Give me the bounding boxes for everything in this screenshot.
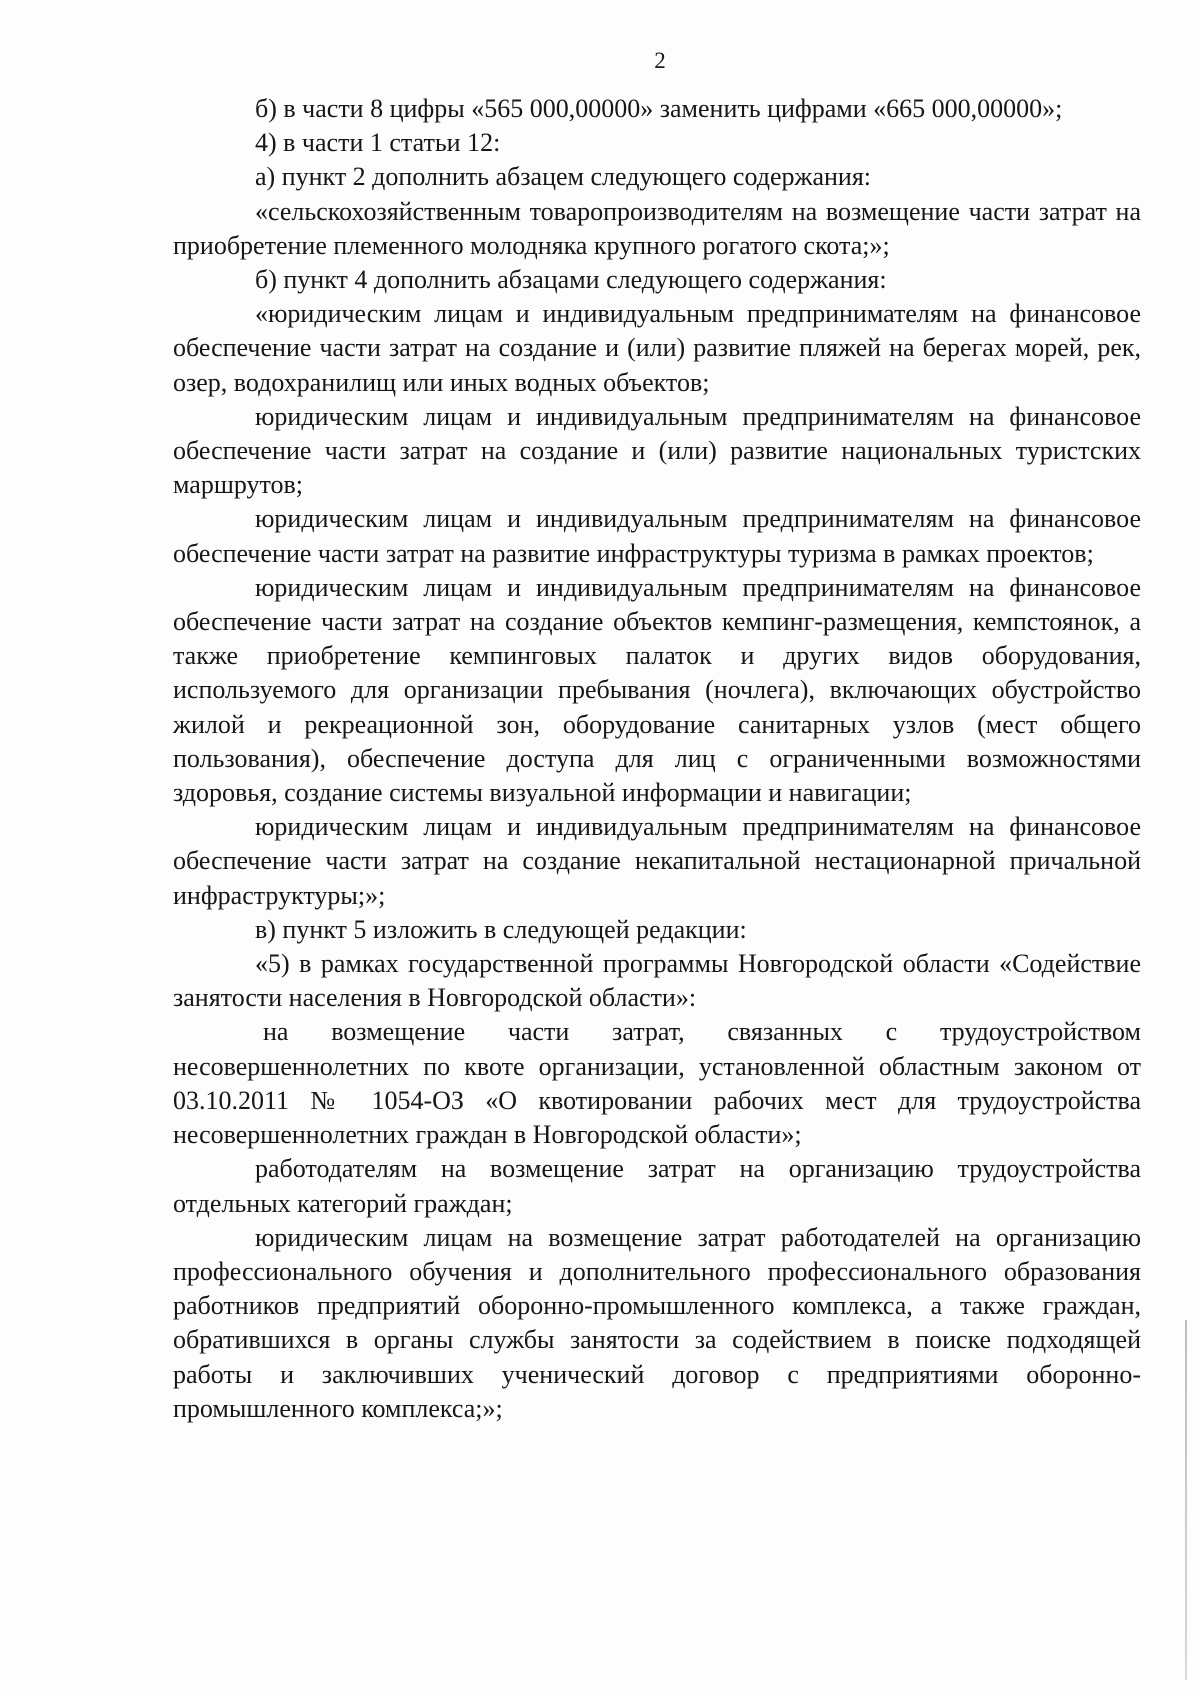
page-number: 2 (654, 48, 666, 73)
paragraph-13: на возмещение части затрат, связанных с трудоустройством несовершеннолетних по квоте организации, установленной областным законом от 03.10.2011 № 1054-ОЗ «О квотировании рабочих мест для трудоустройства несовершеннолетних граждан в Новгородской области»; (173, 1017, 1141, 1150)
paragraph-6: «юридическим лицам и индивидуальным предпринимателям на финансовое обеспечение части затрат на создание и (или) развитие пляжей на берегах морей, рек, озер, водохранилищ или иных водных объектов; (173, 299, 1141, 397)
paragraph-4: «сельскохозяйственным товаропроизводителям на возмещение части затрат на приобретение племенного молодняка крупного рогатого скота;»; (173, 196, 1141, 260)
paragraph-7: юридическим лицам и индивидуальным предпринимателям на финансовое обеспечение части затрат на создание и (или) развитие национальных туристских маршрутов; (173, 401, 1141, 500)
paragraph-3: а) пункт 2 дополнить абзацем следующего содержания: (255, 162, 872, 192)
paragraph-15: юридическим лицам на возмещение затрат работодателей на организацию профессионального обучения и дополнительного профессионального образования работников предприятий оборонно-промышленного комплекса, а также граждан, обратившихся в органы службы занятости за содействием в поиске подходящей работы и заключивших ученический договор с предприятиями оборонно-промышленного комплекса;»; (173, 1222, 1141, 1423)
paragraph-12: «5) в рамках государственной программы Новгородской области «Содействие занятости населения в Новгородской области»: (173, 949, 1141, 1013)
paragraph-10: юридическим лицам и индивидуальным предпринимателям на финансовое обеспечение части затрат на создание некапитальной нестационарной причальной инфраструктуры;»; (173, 812, 1141, 910)
paragraph-1: б) в части 8 цифры «565 000,00000» заменить цифрами «665 000,00000»; (255, 94, 1063, 123)
paragraph-5: б) пункт 4 дополнить абзацами следующего содержания: (255, 265, 887, 295)
paragraph-9: юридическим лицам и индивидуальным предпринимателям на финансовое обеспечение части затрат на создание объектов кемпинг-размещения, кемпстоянок, а также приобретение кемпинговых палаток и других видов оборудования, используемого для организации пребывания (ночлега), включающих обустройство жилой и рекреационной зон, оборудование санитарных узлов (мест общего пользования), обеспечение доступа для лиц с ограниченными возможностями здоровья, создание системы визуальной информации и навигации; (173, 572, 1141, 808)
paragraph-8: юридическим лицам и индивидуальным предпринимателям на финансовое обеспечение части затрат на развитие инфраструктуры туризма в рамках проектов; (173, 504, 1141, 568)
scan-edge-shadow (1185, 1320, 1187, 1680)
document-body (173, 92, 1141, 1426)
paragraph-2: 4) в части 1 статьи 12: (255, 128, 501, 158)
paragraph-11: в) пункт 5 изложить в следующей редакции: (255, 914, 747, 944)
paragraph-14: работодателям на возмещение затрат на организацию трудоустройства отдельных категорий граждан; (173, 1154, 1141, 1218)
